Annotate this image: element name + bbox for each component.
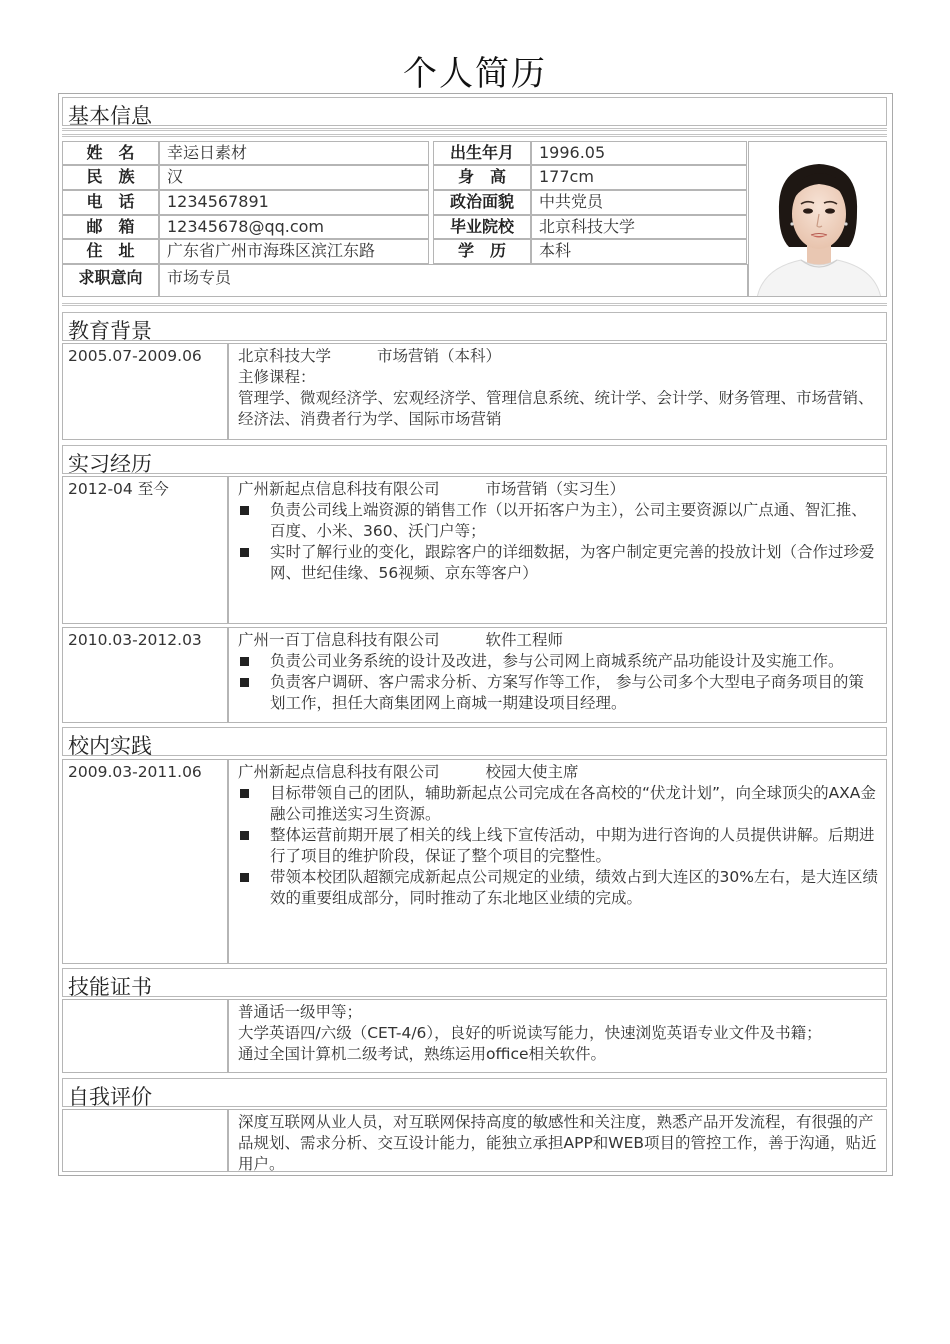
section-title-skills: 技能证书 — [68, 975, 152, 999]
politics-value: 中共党员 — [531, 190, 747, 215]
education-date: 2005.07-2009.06 — [68, 347, 202, 365]
internship-1-date-cell — [62, 476, 228, 624]
campus-content — [228, 759, 887, 964]
internship-2-date-cell — [62, 627, 228, 723]
ethnicity-value: 汉 — [159, 165, 429, 190]
section-header-campus — [62, 727, 887, 756]
degree-value: 本科 — [531, 239, 747, 264]
section-title-campus: 校内实践 — [68, 734, 152, 758]
section-title-education: 教育背景 — [68, 319, 152, 343]
section-title-internship: 实习经历 — [68, 452, 152, 476]
list-item: 大学英语四/六级（CET-4/6），良好的听说读写能力，快速浏览英语专业文件及书籍； — [238, 1024, 822, 1042]
education-content — [228, 343, 887, 440]
page-title: 个人简历 — [403, 54, 547, 94]
internship-2-date: 2010.03-2012.03 — [68, 631, 202, 649]
birth-label: 出生年月 — [433, 141, 531, 165]
internship-2-role: 软件工程师 — [485, 631, 564, 649]
list-item: 负责客户调研、客户需求分析、方案写作等工作， 参与公司多个大型电子商务项目的策划工作，担任大商集团网上商城一期建设项目经理。 — [238, 672, 878, 714]
list-item: 通过全国计算机二级考试，熟练运用office相关软件。 — [238, 1045, 607, 1063]
divider — [62, 303, 887, 306]
school-label: 毕业院校 — [433, 215, 531, 239]
education-date-cell — [62, 343, 228, 440]
self-side-cell — [62, 1109, 228, 1172]
internship-1-content — [228, 476, 887, 624]
internship-1-company: 广州新起点信息科技有限公司 — [238, 480, 440, 498]
section-header-basic — [62, 97, 887, 126]
list-item: 实时了解行业的变化，跟踪客户的详细数据，为客户制定更完善的投放计划（合作过珍爱网、世纪佳缘、56视频、京东等客户） — [238, 542, 878, 584]
section-header-education — [62, 312, 887, 341]
phone-label: 电 话 — [62, 190, 159, 215]
section-header-self — [62, 1078, 887, 1107]
skills-content — [228, 999, 887, 1073]
height-label: 身 高 — [433, 165, 531, 190]
campus-date-cell — [62, 759, 228, 964]
section-header-skills — [62, 968, 887, 997]
internship-1-role: 市场营销（实习生） — [485, 480, 626, 498]
politics-label: 政治面貌 — [433, 190, 531, 215]
list-item: 负责公司业务系统的设计及改进，参与公司网上商城系统产品功能设计及实施工作。 — [238, 651, 878, 672]
campus-company: 广州新起点信息科技有限公司 — [238, 763, 440, 781]
address-label: 住 址 — [62, 239, 159, 264]
self-content — [228, 1109, 887, 1172]
email-value: 12345678@qq.com — [159, 215, 429, 239]
education-courses-label: 主修课程： — [238, 368, 316, 386]
portrait-illustration — [749, 142, 887, 297]
divider — [62, 128, 887, 131]
email-label: 邮 箱 — [62, 215, 159, 239]
divider — [62, 134, 887, 137]
address-value: 广东省广州市海珠区滨江东路 — [159, 239, 429, 264]
degree-label: 学 历 — [433, 239, 531, 264]
section-title-basic: 基本信息 — [68, 104, 152, 128]
list-item: 目标带领自己的团队，辅助新起点公司完成在各高校的“伏龙计划”，向全球顶尖的AXA金融公司推送实习生资源。 — [238, 783, 878, 825]
intention-label: 求职意向 — [62, 264, 159, 297]
list-item: 整体运营前期开展了相关的线上线下宣传活动，中期为进行咨询的人员提供讲解。后期进行了项目的维护阶段，保证了整个项目的完整性。 — [238, 825, 878, 867]
self-evaluation-text: 深度互联网从业人员，对互联网保持高度的敏感性和关注度，熟悉产品开发流程，有很强的产品规划、需求分析、交互设计能力，能独立承担APP和WEB项目的管控工作，善于沟通，贴近用户。 — [238, 1113, 877, 1173]
campus-date: 2009.03-2011.06 — [68, 763, 202, 781]
internship-2-company: 广州一百丁信息科技有限公司 — [238, 631, 440, 649]
profile-photo — [748, 141, 887, 297]
section-header-internship — [62, 445, 887, 474]
list-item: 负责公司线上端资源的销售工作（以开拓客户为主），公司主要资源以广点通、智汇推、百度、小米、360、沃门户等； — [238, 500, 878, 542]
internship-1-date: 2012-04 至今 — [68, 480, 169, 498]
phone-value: 1234567891 — [159, 190, 429, 215]
education-courses: 管理学、微观经济学、宏观经济学、管理信息系统、统计学、会计学、财务管理、市场营销、经济法、消费者行为学、国际市场营销 — [238, 389, 874, 428]
campus-role: 校园大使主席 — [485, 763, 579, 781]
section-title-self: 自我评价 — [68, 1085, 152, 1109]
list-item: 普通话一级甲等； — [238, 1003, 363, 1021]
height-value: 177cm — [531, 165, 747, 190]
list-item: 带领本校团队超额完成新起点公司规定的业绩，绩效占到大连区的30%左右，是大连区绩效的重要组成部分，同时推动了东北地区业绩的完成。 — [238, 867, 878, 909]
school-value: 北京科技大学 — [531, 215, 747, 239]
education-school: 北京科技大学 — [238, 347, 332, 365]
intention-value: 市场专员 — [159, 264, 748, 297]
name-value: 幸运日素材 — [159, 141, 429, 165]
education-major: 市场营销（本科） — [377, 347, 502, 365]
birth-value: 1996.05 — [531, 141, 747, 165]
internship-2-content — [228, 627, 887, 723]
ethnicity-label: 民 族 — [62, 165, 159, 190]
skills-side-cell — [62, 999, 228, 1073]
name-label: 姓 名 — [62, 141, 159, 165]
